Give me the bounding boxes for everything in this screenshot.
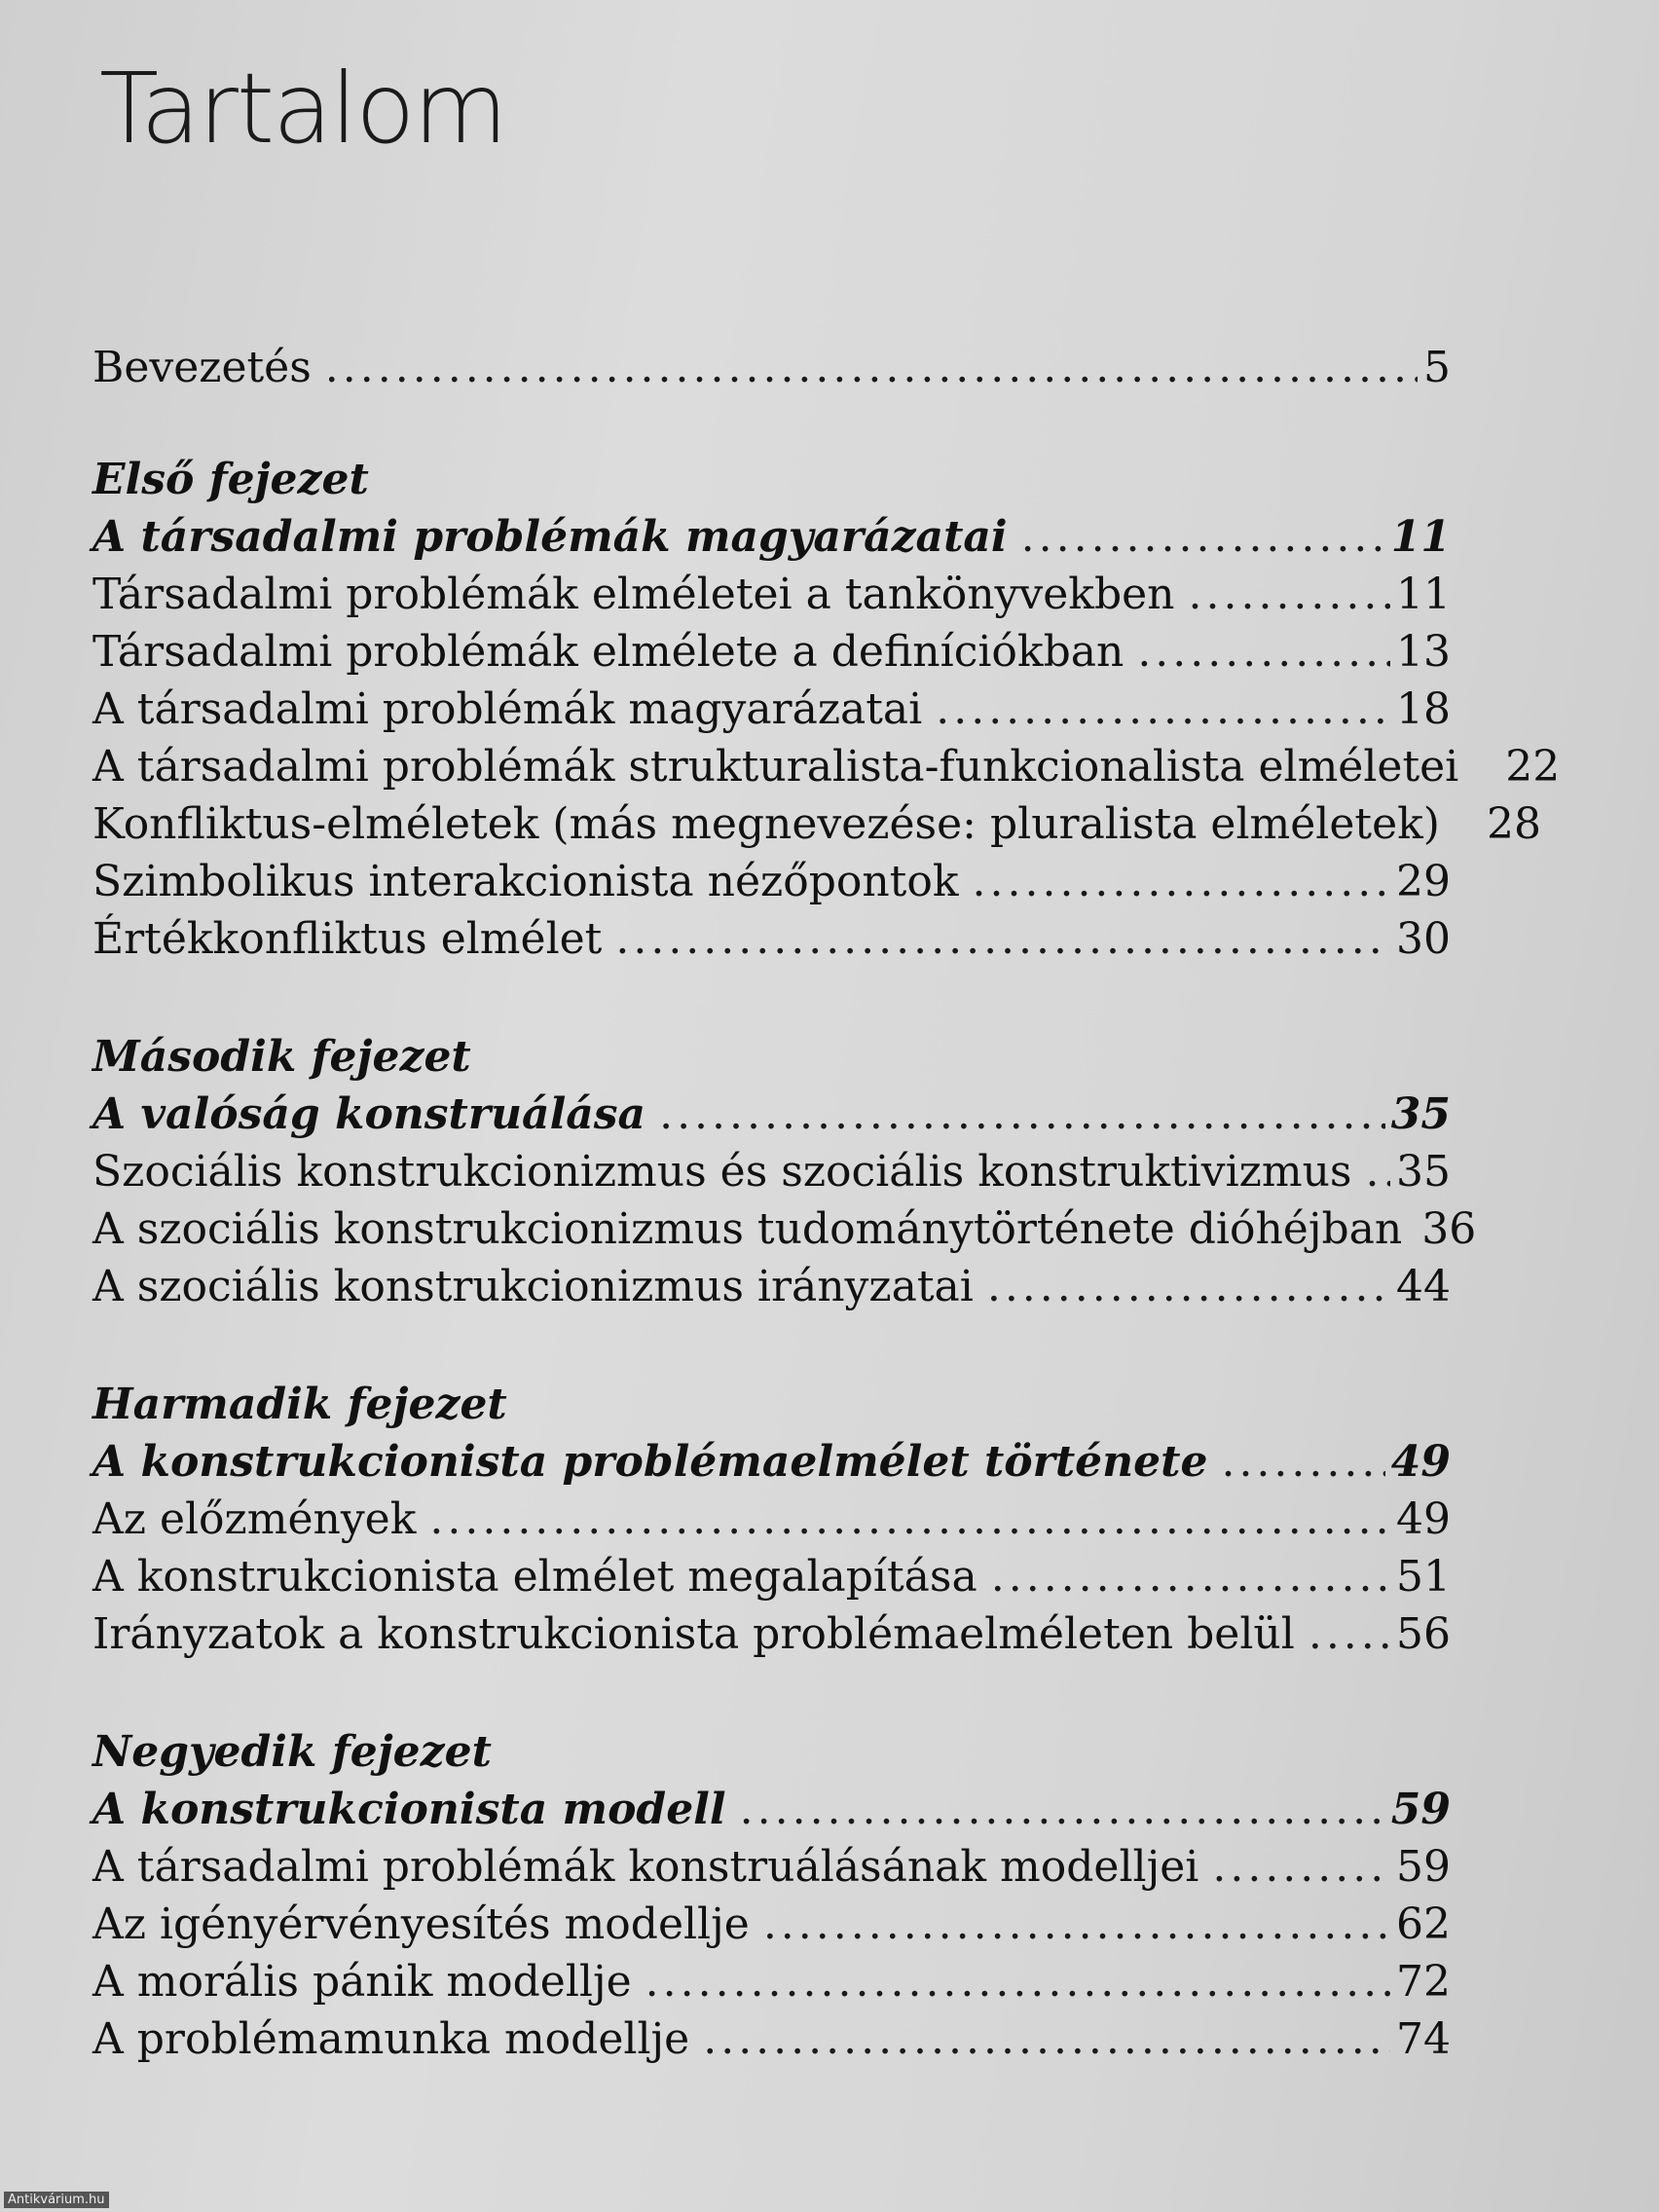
dot-leader <box>1212 1838 1390 1896</box>
toc-entry <box>92 853 1451 910</box>
entry-page: 36 <box>1421 1204 1477 1254</box>
entry-page: 35 <box>1396 1147 1451 1197</box>
entry-page: 29 <box>1396 857 1451 906</box>
entry-label: Szociális konstrukcionizmus és szociális konstruktivizmus <box>92 1147 1352 1197</box>
chapter-title-entry <box>92 1433 1451 1491</box>
dot-leader <box>1137 623 1390 681</box>
toc-entry <box>92 1200 1477 1258</box>
toc-entry <box>92 1491 1451 1548</box>
dot-leader <box>1366 1143 1391 1200</box>
entry-page: 18 <box>1396 684 1451 734</box>
dot-leader <box>645 1953 1390 2010</box>
entry-page: 22 <box>1505 742 1561 792</box>
chapter-title-entry <box>92 508 1451 566</box>
toc-entry <box>92 795 1541 853</box>
entry-page: 11 <box>1390 512 1451 562</box>
table-of-contents <box>92 339 1561 2068</box>
toc-entry <box>92 1605 1451 1663</box>
entry-page: 13 <box>1396 627 1451 677</box>
chapter-heading: Második fejezet <box>92 1032 471 1082</box>
entry-label: A konstrukcionista modell <box>92 1785 726 1834</box>
entry-label: Az előzmények <box>92 1494 417 1544</box>
dot-leader <box>987 1258 1390 1315</box>
dot-leader <box>763 1896 1390 1953</box>
toc-entry <box>92 2010 1451 2068</box>
entry-label: A konstrukcionista problémaelmélet története <box>92 1437 1208 1487</box>
entry-page: 74 <box>1396 2014 1451 2064</box>
entry-page: 11 <box>1396 570 1451 619</box>
entry-label: Irányzatok a konstrukcionista problémaelméleten belül <box>92 1609 1295 1659</box>
dot-leader <box>936 681 1390 738</box>
chapter-title-entry <box>92 1781 1451 1838</box>
entry-label: A szociális konstrukcionizmus irányzatai <box>92 1262 974 1311</box>
dot-leader <box>325 339 1418 396</box>
entry-page: 49 <box>1396 1494 1451 1544</box>
toc-entry <box>92 1548 1451 1605</box>
entry-label: Értékkonfliktus elmélet <box>92 914 603 964</box>
entry-label: A konstrukcionista elmélet megalapítása <box>92 1552 977 1602</box>
toc-intro-entry <box>92 339 1451 396</box>
entry-label: A problémamunka modellje <box>92 2014 690 2064</box>
entry-page: 49 <box>1390 1437 1451 1487</box>
entry-page: 59 <box>1396 1842 1451 1892</box>
dot-leader <box>1021 508 1385 566</box>
dot-leader <box>703 2010 1390 2068</box>
toc-entry <box>92 1896 1451 1953</box>
entry-label: Az igényérvényesítés modellje <box>92 1899 750 1949</box>
entry-label: A valóság konstruálása <box>92 1089 646 1139</box>
chapter-heading: Első fejezet <box>92 455 369 504</box>
entry-label: A társadalmi problémák strukturalista-funkcionalista elméletei <box>92 742 1459 792</box>
chapter-heading: Harmadik fejezet <box>92 1380 507 1429</box>
dot-leader <box>615 910 1390 968</box>
entry-label: A társadalmi problémák magyarázatai <box>92 684 923 734</box>
dot-leader <box>991 1548 1390 1605</box>
chapter-4 <box>92 1723 1451 2068</box>
toc-entry <box>92 910 1451 968</box>
toc-entry <box>92 1838 1451 1896</box>
toc-entry <box>92 738 1561 795</box>
chapter-heading: Negyedik fejezet <box>92 1727 492 1777</box>
entry-page: 35 <box>1390 1089 1451 1139</box>
dot-leader <box>659 1086 1385 1143</box>
entry-page: 56 <box>1396 1609 1451 1659</box>
entry-label: A morális pánik modellje <box>92 1957 632 2007</box>
entry-page: 62 <box>1396 1899 1451 1949</box>
entry-label: A társadalmi problémák magyarázatai <box>92 512 1008 562</box>
watermark-text: Antikvárium.hu <box>4 2192 109 2208</box>
toc-entry <box>92 623 1451 681</box>
entry-label: Társadalmi problémák elméletei a tankönyvekben <box>92 570 1175 619</box>
dot-leader <box>740 1781 1385 1838</box>
entry-page: 72 <box>1396 1957 1451 2007</box>
chapter-1 <box>92 451 1561 968</box>
entry-label: Szimbolikus interakcionista nézőpontok <box>92 857 959 906</box>
entry-label: A társadalmi problémák konstruálásának modelljei <box>92 1842 1199 1892</box>
entry-label: A szociális konstrukcionizmus tudománytörténete dióhéjban <box>92 1204 1403 1254</box>
chapter-title-entry <box>92 1086 1451 1143</box>
entry-label: Társadalmi problémák elmélete a definíciókban <box>92 627 1124 677</box>
entry-page: 44 <box>1396 1262 1451 1311</box>
entry-page: 51 <box>1396 1552 1451 1602</box>
toc-entry <box>92 566 1451 623</box>
entry-page: 5 <box>1423 343 1451 392</box>
dot-leader <box>1221 1433 1384 1491</box>
dot-leader <box>1189 566 1390 623</box>
dot-leader <box>1309 1605 1390 1663</box>
dot-leader <box>429 1491 1390 1548</box>
entry-label: Bevezetés <box>92 343 312 392</box>
entry-page: 30 <box>1396 914 1451 964</box>
toc-entry <box>92 1258 1451 1315</box>
entry-label: Konfliktus-elméletek (más megnevezése: pluralista elméletek) <box>92 799 1440 849</box>
entry-page: 59 <box>1390 1785 1451 1834</box>
dot-leader <box>973 853 1390 910</box>
chapter-2 <box>92 1028 1477 1315</box>
entry-page: 28 <box>1486 799 1541 849</box>
chapter-3 <box>92 1376 1451 1663</box>
toc-entry <box>92 1143 1451 1200</box>
toc-entry <box>92 681 1451 738</box>
page-title: Tartalom <box>99 52 506 166</box>
toc-entry <box>92 1953 1451 2010</box>
